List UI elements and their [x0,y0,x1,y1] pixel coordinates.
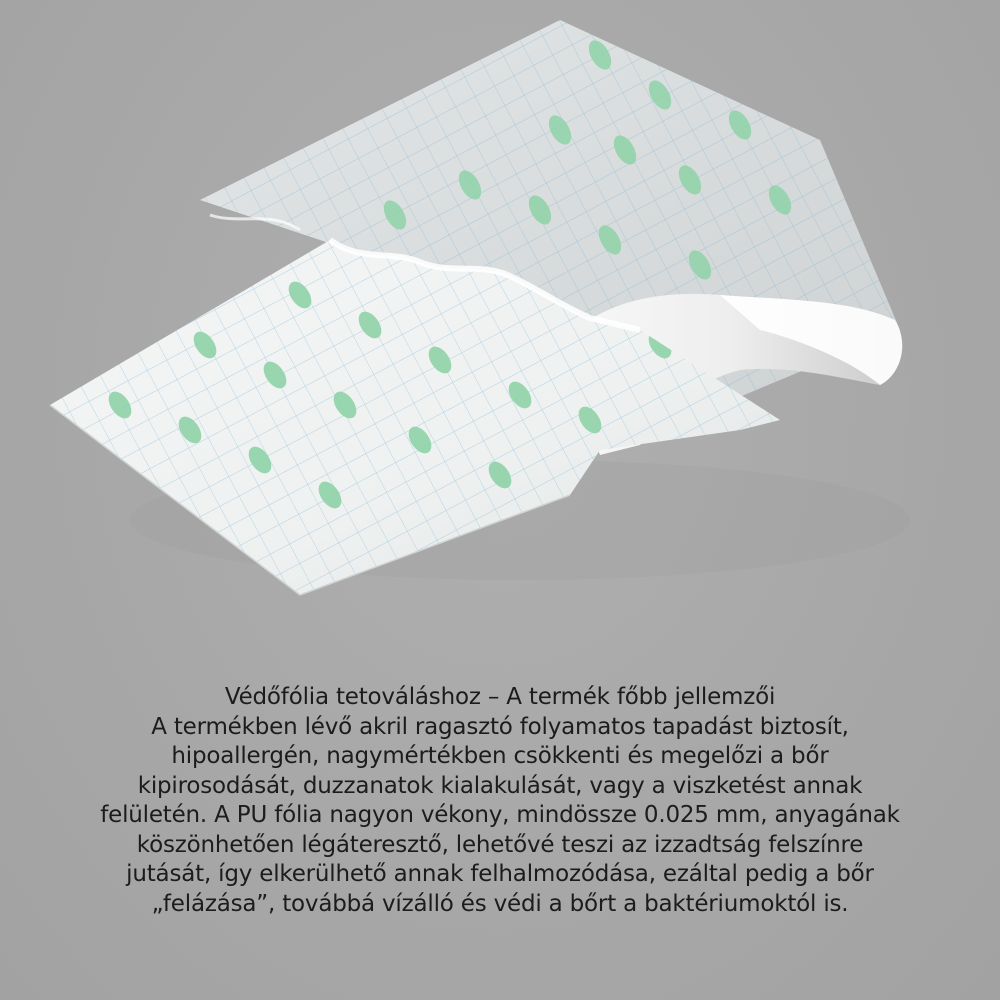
caption-line: kipirosodását, duzzanatok kialakulását, vagy a viszketést annak [137,772,863,799]
caption-line: hipoallergén, nagymértékben csökkenti és megelőzi a bőr [171,743,829,769]
caption-title: Védőfólia tetováláshoz – A termék főbb jellemzői [224,684,776,710]
caption-line: A termékben lévő akril ragasztó folyamatos tapadást biztosít, [151,713,849,740]
product-description [60,683,940,919]
caption-line: felületén. A PU fólia nagyon vékony, mindössze 0.025 mm, anyagának [100,802,900,828]
caption-line: „felázása”, továbbá vízálló és védi a bőrt a baktériumoktól is. [151,890,849,917]
caption-line: jutását, így elkerülhető annak felhalmozódása, ezáltal pedig a bőr [126,861,874,887]
caption-line: köszönhetően légáteresztő, lehetővé teszi az izzadtság felszínre [136,831,864,858]
